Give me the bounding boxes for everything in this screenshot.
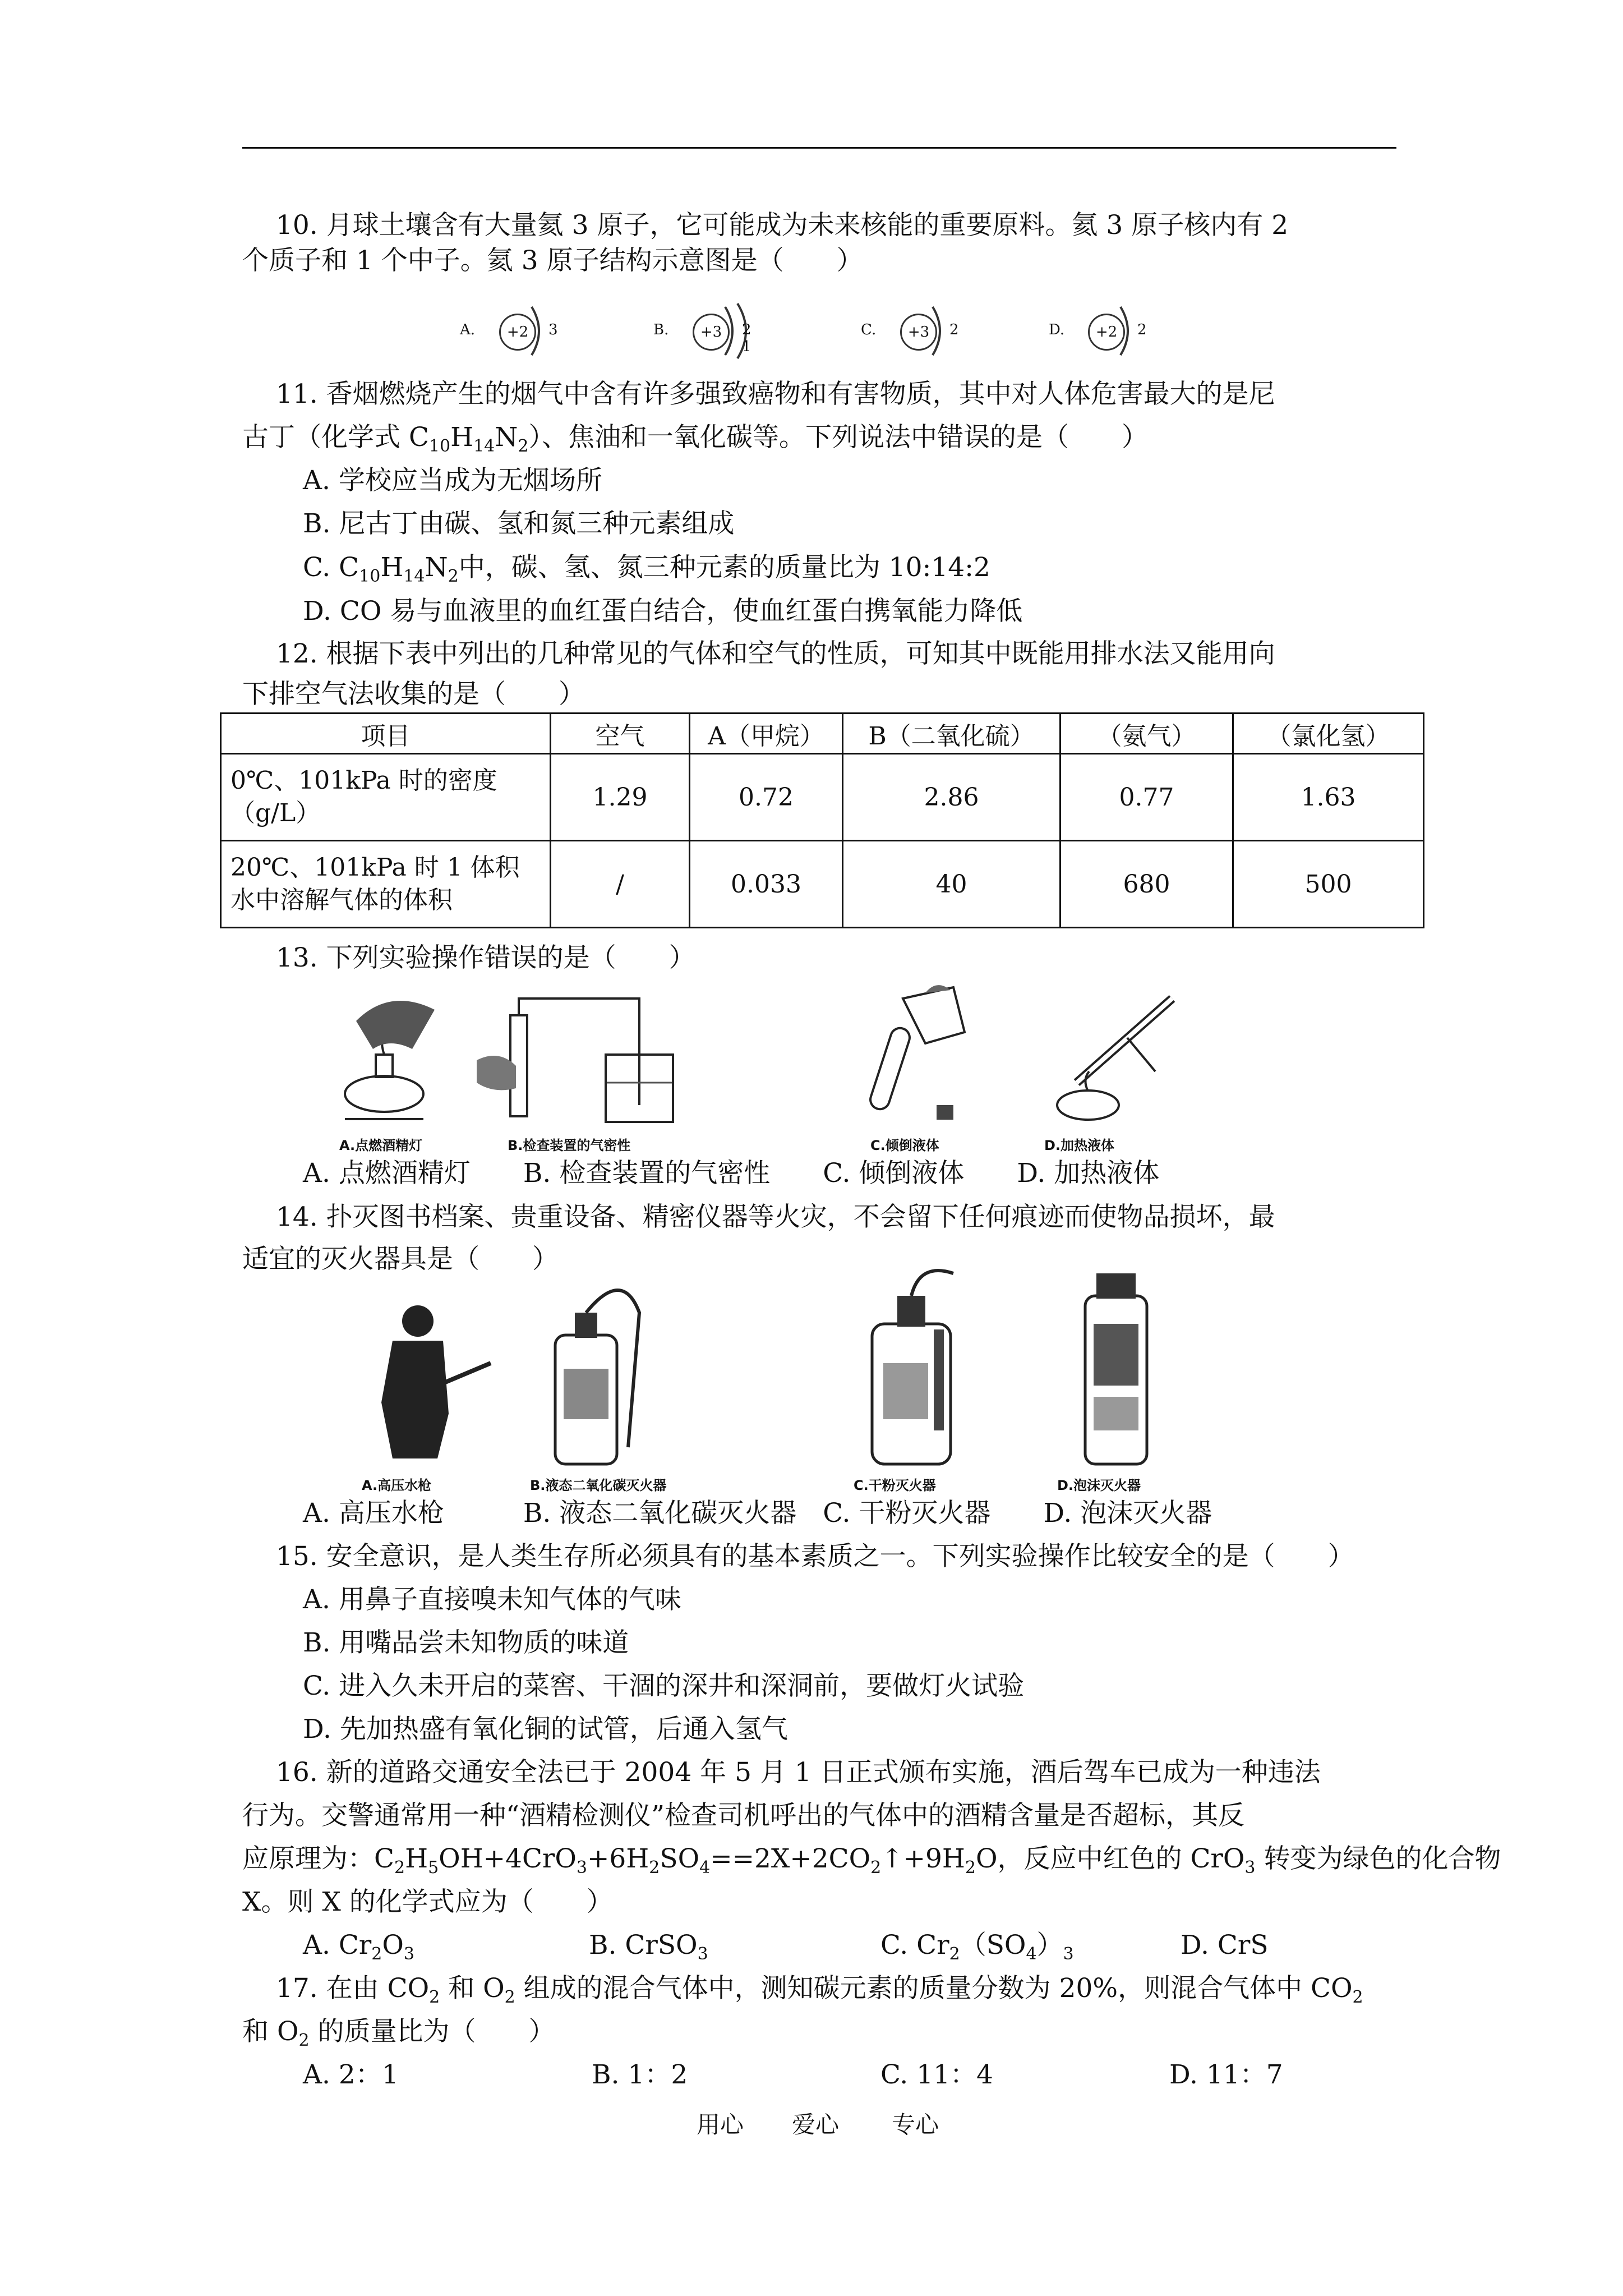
- q17-option-d: D. 11：7: [1169, 2059, 1283, 2090]
- q12-line2: 下排空气法收集的是（ ）: [242, 679, 585, 710]
- q14-caption-d: D.泡沫灭火器: [1057, 1478, 1141, 1493]
- electron-shell-icon: [527, 300, 550, 362]
- q10-option-a: A. +2 3: [460, 300, 566, 362]
- alcohol-lamp-lighting-icon: [322, 987, 451, 1128]
- q15-option-d: D. 先加热盛有氧化铜的试管，后通入氢气: [303, 1714, 788, 1745]
- q10-option-b: B. +3 2 1: [653, 300, 760, 362]
- q11-option-c: C. $C_{10}H_{14}N_2$中，碳、氢、氮三种元素的质量比为 10:14:2: [303, 552, 990, 586]
- q17-option-b: B. 1：2: [592, 2059, 688, 2090]
- q13-caption-b: B.检查装置的气密性: [508, 1138, 631, 1153]
- table-row: 0℃、101kPa 时的密度 （g/L） 1.29 0.72 2.86 0.77 1.63: [221, 754, 1424, 841]
- pouring-liquid-icon: [841, 976, 976, 1128]
- airtightness-check-icon: [477, 993, 690, 1128]
- q17-option-c: C. 11：4: [880, 2059, 993, 2090]
- q10-option-c: C. +3 2: [861, 300, 967, 362]
- q11-option-d: D. CO 易与血液里的血红蛋白结合，使血红蛋白携氧能力降低: [303, 596, 1023, 627]
- q10-line1: 10. 月球土壤含有大量氦 3 原子，它可能成为未来核能的重要原料。氦 3 原子核内有 2: [276, 210, 1289, 241]
- q14-line2: 适宜的灭火器具是（ ）: [242, 1244, 559, 1274]
- q16-line2: 行为。交警通常用一种“酒精检测仪”检查司机呼出的气体中的酒精含量是否超标，其反: [242, 1800, 1245, 1831]
- q14-caption-a: A.高压水枪: [362, 1478, 432, 1493]
- q10-atom-diagrams: [460, 300, 1189, 362]
- q11-line2: 古丁（化学式 $C_{10}H_{14}N_2$）、焦油和一氧化碳等。下列说法中错误的是（ ）: [242, 422, 1148, 456]
- nucleus: +3: [900, 314, 937, 351]
- footer-text-3: 专心: [892, 2111, 939, 2138]
- q16-option-a: A. $Cr_2O_3$: [303, 1930, 414, 1964]
- dry-powder-extinguisher-icon: [858, 1262, 970, 1470]
- table-header-row: 项目 空气 A（甲烷） B（二氧化硫） （氨气） （氯化氢）: [221, 714, 1424, 754]
- q16-line3: 应原理为：$C_2H_5OH+4CrO_3+6H_2SO_4==2X+2CO_2↑+9H_2O$，反应中红色的 CrO$_3$ 转变为绿色的化合物: [242, 1843, 1501, 1878]
- q14-caption-b: B.液态二氧化碳灭火器: [530, 1478, 667, 1493]
- footer-text-2: 爱心: [792, 2111, 840, 2138]
- firefighter-water-gun-icon: [359, 1301, 494, 1464]
- q17-option-a: A. 2：1: [303, 2059, 399, 2090]
- co2-extinguisher-icon: [533, 1279, 656, 1470]
- footer-text-1: 用心: [697, 2111, 744, 2138]
- q16-option-d: D. CrS: [1181, 1930, 1269, 1961]
- q15-line1: 15. 安全意识，是人类生存所必须具有的基本素质之一。下列实验操作比较安全的是（ ）: [276, 1541, 1354, 1572]
- q15-option-b: B. 用嘴品尝未知物质的味道: [303, 1627, 629, 1658]
- header-rule: [242, 147, 1396, 149]
- q10-line2: 个质子和 1 个中子。氦 3 原子结构示意图是（ ）: [242, 245, 863, 276]
- q17-line2: 和 $O_2$ 的质量比为（ ）: [242, 2016, 555, 2050]
- q14-line1: 14. 扑灭图书档案、贵重设备、精密仪器等火灾，不会留下任何痕迹而使物品损坏，最: [276, 1202, 1275, 1232]
- q13-caption-d: D.加热液体: [1044, 1138, 1115, 1153]
- q17-line1: 17. 在由 $CO_2$ 和 $O_2$ 组成的混合气体中，测知碳元素的质量分数为 20%，则混合气体中 $CO_2$: [276, 1973, 1363, 2007]
- q14-caption-c: C.干粉灭火器: [854, 1478, 936, 1493]
- q11-option-b: B. 尼古丁由碳、氢和氮三种元素组成: [303, 508, 735, 539]
- q16-option-b: B. CrSO$_3$: [589, 1930, 708, 1964]
- nucleus: +3: [693, 314, 730, 351]
- q11-line1: 11. 香烟燃烧产生的烟气中含有许多强致癌物和有害物质，其中对人体危害最大的是尼: [276, 379, 1275, 409]
- q14-options: A. 高压水枪 B. 液态二氧化碳灭火器 C. 干粉灭火器 D. 泡沫灭火器: [303, 1498, 1212, 1529]
- q12-line1: 12. 根据下表中列出的几种常见的气体和空气的性质，可知其中既能用排水法又能用向: [276, 638, 1275, 669]
- electron-shell-icon: [928, 300, 951, 362]
- nucleus: +2: [499, 314, 536, 351]
- q13-caption-a: A.点燃酒精灯: [339, 1138, 423, 1153]
- q10-option-d: D. +2 2: [1049, 300, 1155, 362]
- q16-option-c: C. $Cr_2(SO_4)_3$: [880, 1930, 1074, 1964]
- q15-option-a: A. 用鼻子直接嗅未知气体的气味: [303, 1584, 681, 1615]
- q13-line1: 13. 下列实验操作错误的是（ ）: [276, 942, 695, 973]
- q13-caption-c: C.倾倒液体: [870, 1138, 939, 1153]
- table-row: 20℃、101kPa 时 1 体积 水中溶解气体的体积 / 0.033 40 680 500: [221, 841, 1424, 928]
- heating-liquid-icon: [1043, 987, 1189, 1128]
- q13-options: A. 点燃酒精灯 B. 检查装置的气密性 C. 倾倒液体 D. 加热液体: [303, 1158, 1160, 1189]
- electron-shell-icon: [1116, 300, 1138, 362]
- q15-option-c: C. 进入久未开启的菜窖、干涸的深井和深洞前，要做灯火试验: [303, 1671, 1025, 1701]
- foam-extinguisher-icon: [1071, 1262, 1161, 1470]
- q16-line1: 16. 新的道路交通安全法已于 2004 年 5 月 1 日正式颁布实施，酒后驾车已成为一种违法: [276, 1757, 1321, 1788]
- nucleus: +2: [1088, 314, 1125, 351]
- q11-option-a: A. 学校应当成为无烟场所: [303, 465, 602, 496]
- gas-properties-table: [220, 712, 1424, 928]
- q16-line4: X。则 X 的化学式应为（ ）: [242, 1887, 613, 1917]
